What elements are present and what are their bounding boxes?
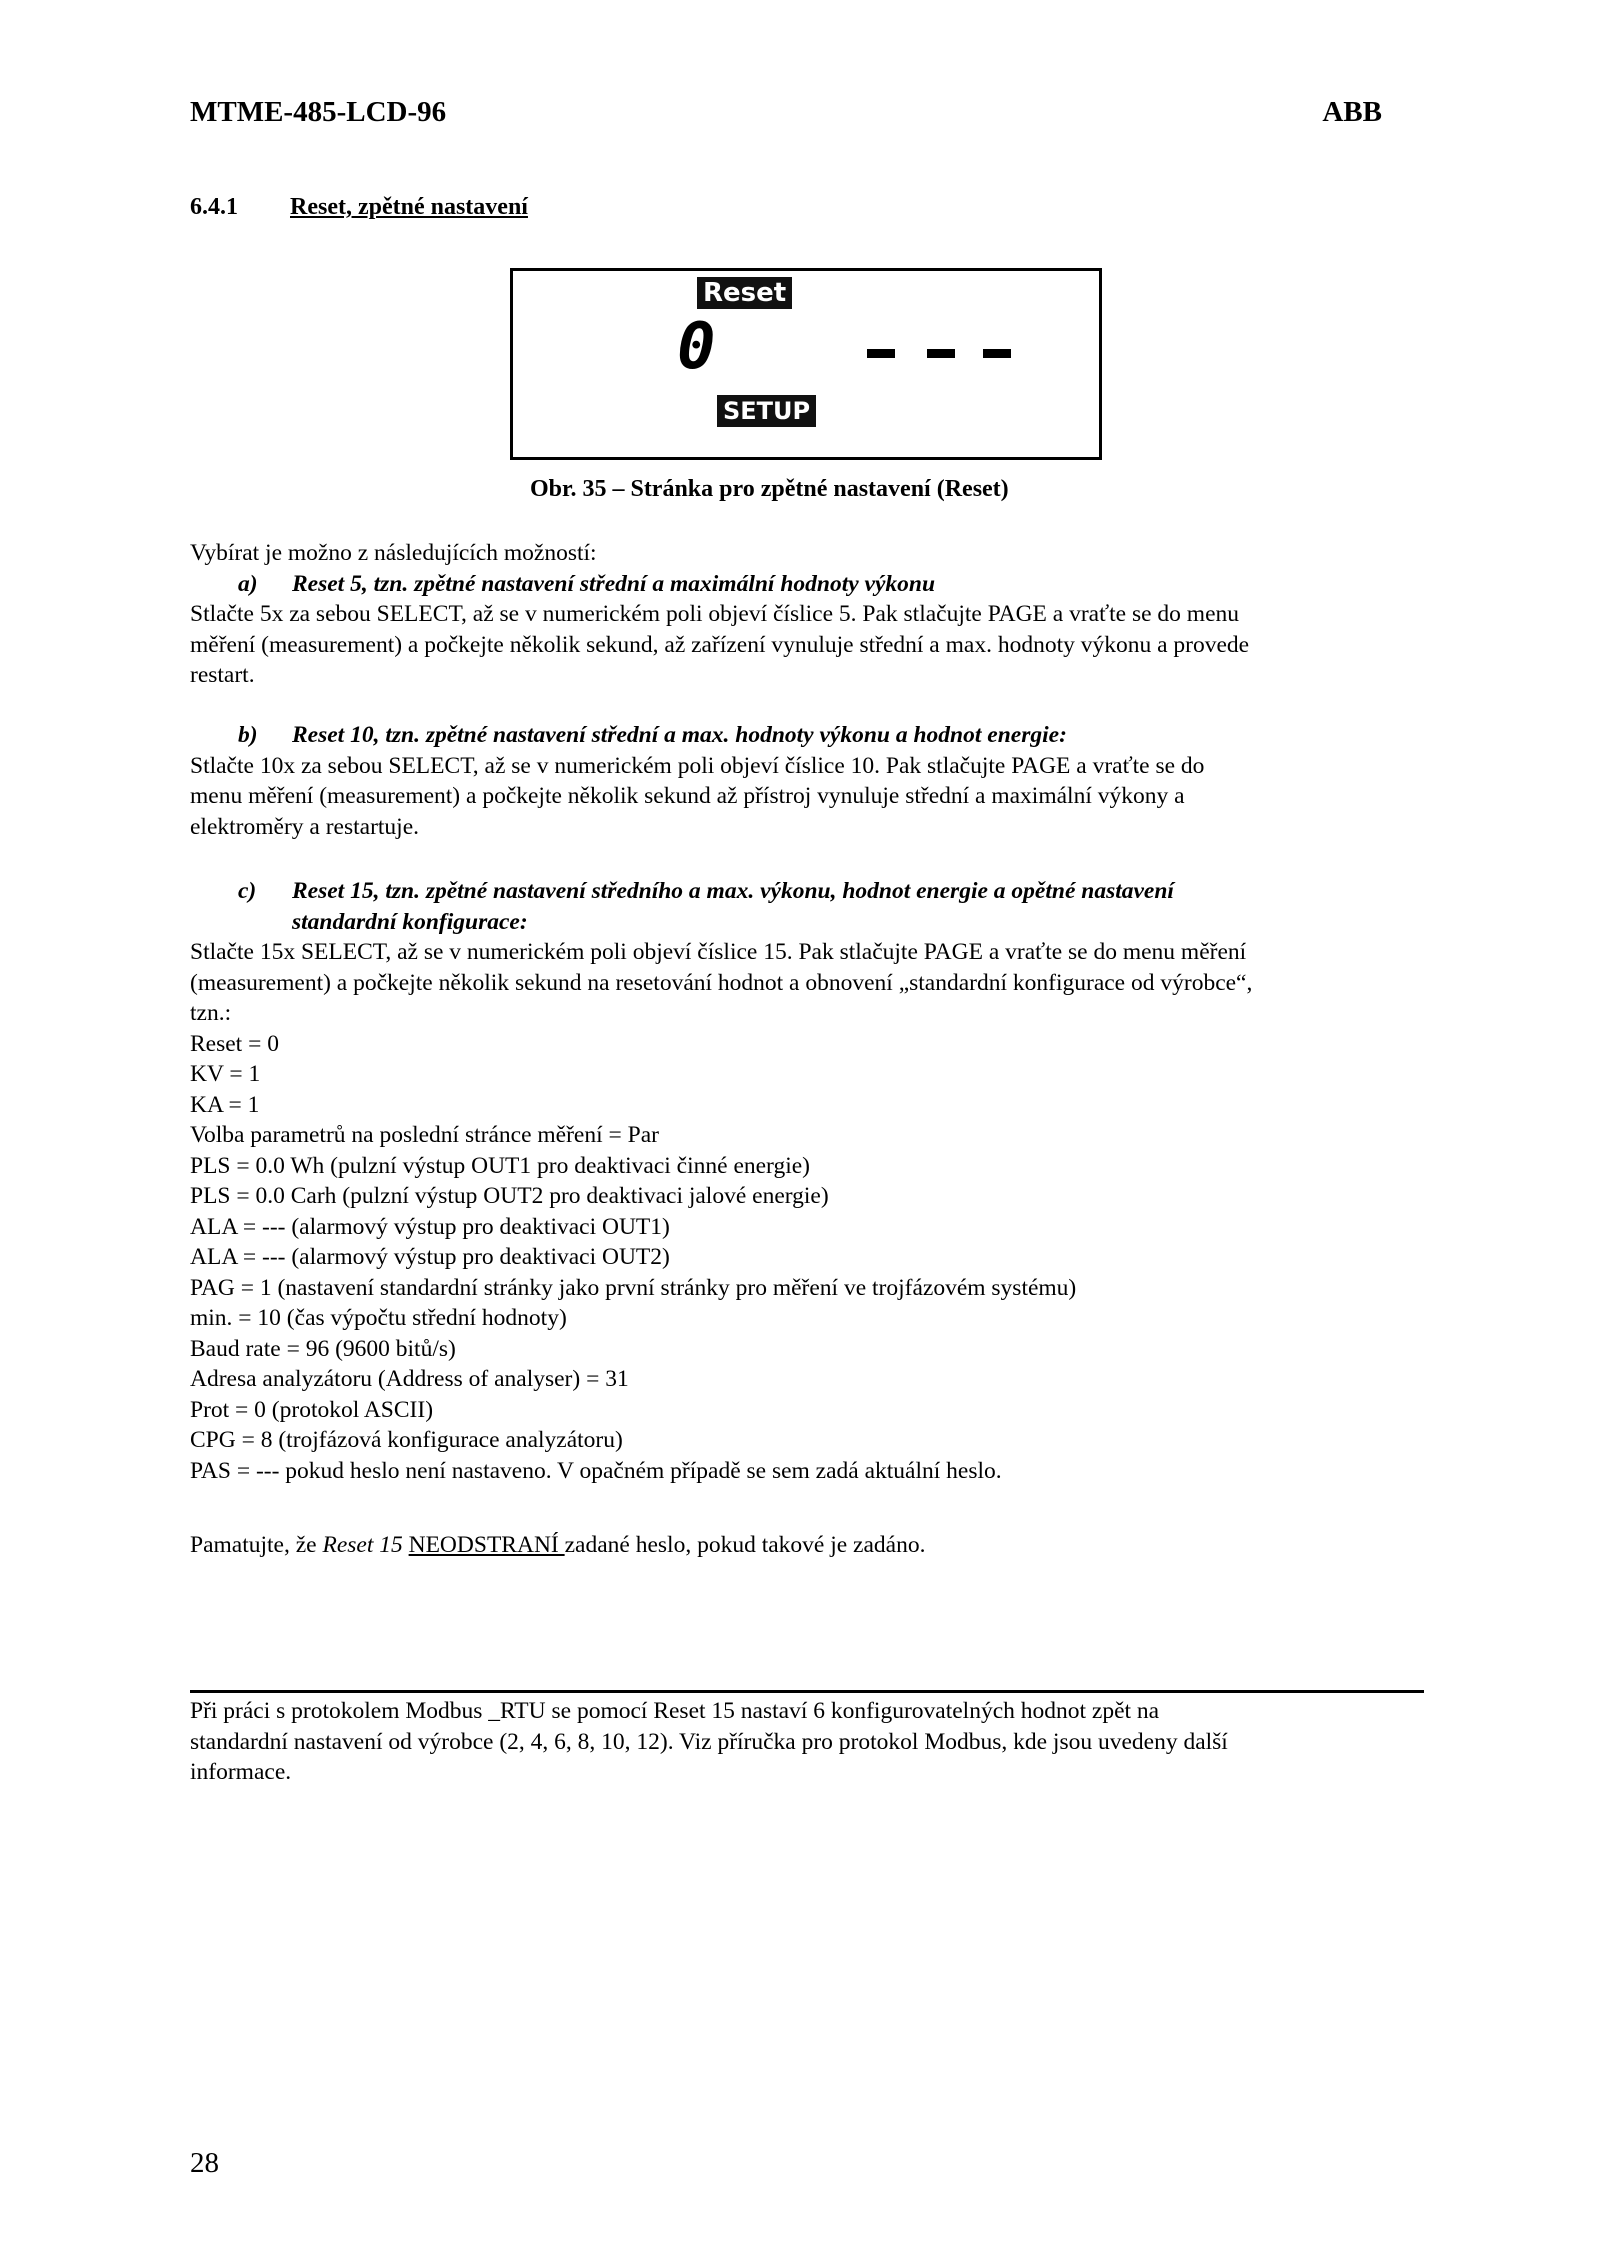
item-c-text: (measurement) a počkejte několik sekund na resetování hodnot a obnovení „standardní konfigurace od výrobce“, — [190, 969, 1253, 996]
item-b-text: menu měření (measurement) a počkejte několik sekund až přístroj vynuluje střední a maximální výkony a — [190, 783, 1185, 809]
default-setting: CPG = 8 (trojfázová konfigurace analyzátoru) — [190, 1427, 623, 1453]
lcd-dash-segment — [927, 349, 955, 358]
default-setting: PAS = --- pokud heslo není nastaveno. V opačném případě se sem zadá aktuální heslo. — [190, 1457, 1002, 1484]
section-heading — [190, 194, 528, 221]
body-text-block — [190, 538, 1420, 691]
default-setting: PLS = 0.0 Carh (pulzní výstup OUT2 pro deaktivaci jalové energie) — [190, 1183, 829, 1209]
item-c-text: tzn.: — [190, 1000, 232, 1026]
document-id: MTME-485-LCD-96 — [190, 96, 447, 128]
default-setting: Reset = 0 — [190, 1030, 279, 1057]
item-c-text: Stlačte 15x SELECT, až se v numerickém poli objeví číslice 15. Pak stlačujte PAGE a vraťte se do menu měření — [190, 939, 1247, 965]
default-setting: ALA = --- (alarmový výstup pro deaktivaci OUT1) — [190, 1213, 670, 1240]
note-paragraph: Pamatujte, že Reset 15 NEODSTRANÍ zadané heslo, pokud takové je zadáno. — [190, 1532, 926, 1558]
default-setting: Volba parametrů na poslední stránce měření = Par — [190, 1122, 659, 1148]
lcd-dash-segment — [867, 349, 895, 358]
default-setting: Prot = 0 (protokol ASCII) — [190, 1396, 434, 1423]
brand-name: ABB — [1322, 96, 1382, 128]
item-a-text: Stlačte 5x za sebou SELECT, až se v numerickém poli objeví číslice 5. Pak stlačujte PAGE a vraťte se do menu — [190, 601, 1239, 627]
figure-caption: Obr. 35 – Stránka pro zpětné nastavení (Reset) — [530, 476, 1009, 502]
item-c-title-cont: standardní konfigurace: — [292, 908, 528, 935]
note-italic: Reset 15 — [322, 1532, 403, 1558]
page-number: 28 — [190, 2147, 219, 2179]
intro-line: Vybírat je možno z následujících možností: — [190, 540, 597, 566]
item-a-text: restart. — [190, 662, 255, 688]
section-number: 6.4.1 — [190, 194, 238, 220]
item-c-title: c) Reset 15, tzn. zpětné nastavení středního a max. výkonu, hodnot energie a opětné nastavení — [238, 878, 1174, 904]
body-text-block — [190, 876, 1420, 1486]
body-text-block — [190, 720, 1420, 842]
default-setting: min. = 10 (čas výpočtu střední hodnoty) — [190, 1305, 567, 1331]
item-b-title: b) Reset 10, tzn. zpětné nastavení střední a max. hodnoty výkonu a hodnot energie: — [238, 722, 1067, 748]
default-setting: KV = 1 — [190, 1061, 261, 1087]
note-underlined: NEODSTRANÍ — [408, 1532, 565, 1558]
default-setting: PLS = 0.0 Wh (pulzní výstup OUT1 pro deaktivaci činné energie) — [190, 1152, 810, 1179]
lcd-display-figure — [510, 268, 1102, 460]
default-setting: PAG = 1 (nastavení standardní stránky jako první stránky pro měření ve trojfázovém systému) — [190, 1274, 1077, 1301]
item-a-text: měření (measurement) a počkejte několik sekund, až zařízení vynuluje střední a max. hodnoty výkonu a provede — [190, 631, 1250, 658]
page-header — [190, 96, 1382, 136]
footnote: Při práci s protokolem Modbus _RTU se pomocí Reset 15 nastaví 6 konfigurovatelných hodnot zpět na standardní nastavení od výrobce (2, 4, 6, 8, 10, 12). Viz příručka pro protokol Modbus, kde jsou uvedeny další informace. — [190, 1698, 1228, 1785]
item-a-title: a) Reset 5, tzn. zpětné nastavení střední a maximální hodnoty výkonu — [238, 570, 936, 597]
footnote-divider — [190, 1690, 1424, 1693]
lcd-dash-segment — [983, 349, 1011, 358]
default-setting: ALA = --- (alarmový výstup pro deaktivaci OUT2) — [190, 1244, 670, 1270]
lcd-digit: 0 — [677, 310, 716, 384]
default-setting: Adresa analyzátoru (Address of analyser) = 31 — [190, 1366, 629, 1392]
lcd-setup-label: SETUP — [717, 395, 816, 427]
default-setting: KA = 1 — [190, 1091, 260, 1118]
item-b-text: Stlačte 10x za sebou SELECT, až se v numerickém poli objeví číslice 10. Pak stlačujte PAGE a vraťte se do — [190, 752, 1205, 779]
item-b-text: elektroměry a restartuje. — [190, 813, 420, 840]
section-title: Reset, zpětné nastavení — [290, 194, 528, 220]
default-setting: Baud rate = 96 (9600 bitů/s) — [190, 1335, 456, 1362]
lcd-reset-label: Reset — [697, 277, 792, 309]
